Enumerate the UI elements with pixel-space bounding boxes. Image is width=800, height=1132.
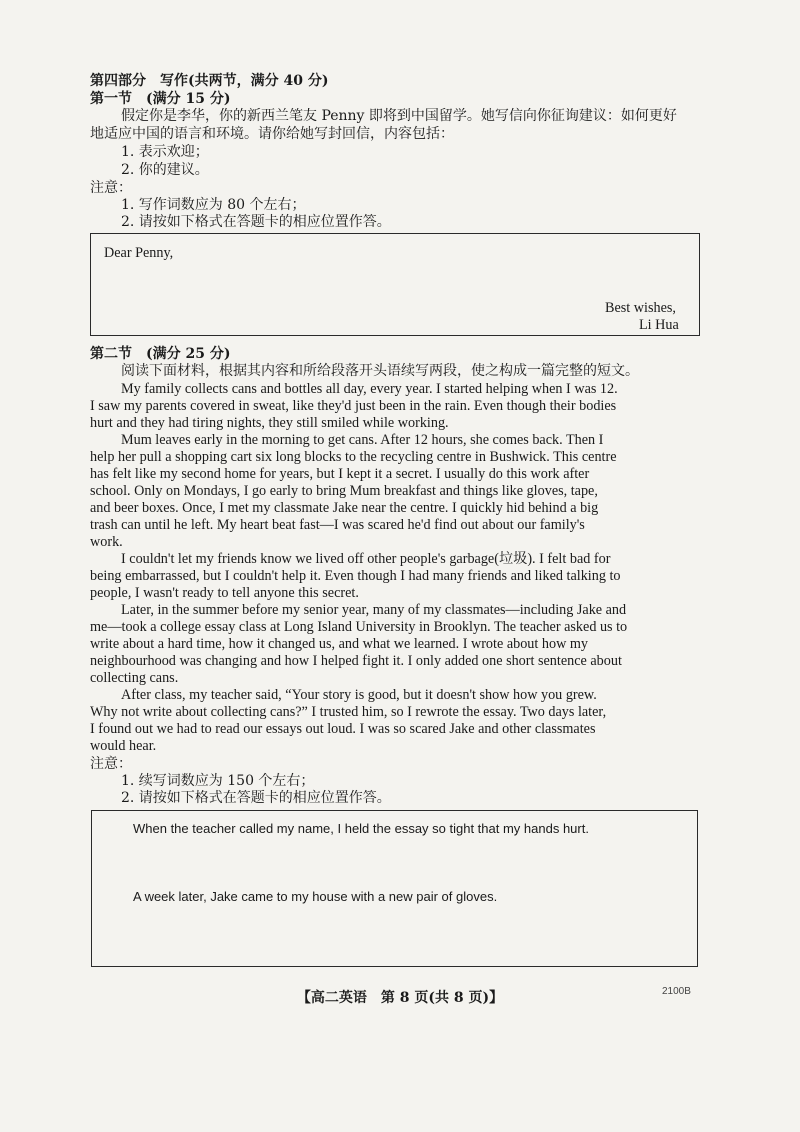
letter-answer-box[interactable] [90,233,700,336]
section2-notes-label: 注意： [90,756,132,772]
section2-note1: 1. 续写词数应为 150 个左右； [121,773,315,789]
section1-notes-label: 注意： [90,180,132,196]
section1-note1: 1. 写作词数应为 80 个左右； [121,197,306,213]
letter-greeting: Dear Penny, [104,245,174,261]
passage-line: I saw my parents covered in sweat, like they'd just been in the rain. Even though their bodies [90,398,617,414]
passage-line: Later, in the summer before my senior year, many of my classmates—including Jake and [121,602,627,618]
section1-prompt-line2: 地适应中国的语言和环境。请你给她写封回信，内容包括： [90,126,454,142]
passage-line: being embarrassed, but I couldn't help it. Even though I had many friends and liked talking to [90,568,621,584]
passage-line: Why not write about collecting cans?” I trusted him, so I rewrote the essay. Two days later, [90,704,607,720]
exam-code: 2100B [662,986,691,997]
section1-prompt-line1: 假定你是李华，你的新西兰笔友 Penny 即将到中国留学。她写信向你征询建议：如何更好 [121,108,677,124]
passage-line: Mum leaves early in the morning to get cans. After 12 hours, she comes back. Then I [121,432,604,448]
passage-line: collecting cans. [90,670,179,686]
part-heading: 第四部分 写作(共两节，满分 40 分) [90,73,329,89]
letter-signature: Li Hua [639,317,679,333]
passage-line: neighbourhood was changing and how I helped fight it. I only added one short sentence about [90,653,622,669]
section2-note2: 2. 请按如下格式在答题卡的相应位置作答。 [121,790,391,806]
passage-line: After class, my teacher said, “Your story is good, but it doesn't show how you grew. [121,687,597,703]
section1-note2: 2. 请按如下格式在答题卡的相应位置作答。 [121,214,391,230]
paragraph1-starter: When the teacher called my name, I held the essay so tight that my hands hurt. [133,821,589,836]
passage-line: school. Only on Mondays, I go early to bring Mum breakfast and things like gloves, tape, [90,483,598,499]
letter-closing: Best wishes, [605,300,676,316]
section1-heading: 第一节 (满分 15 分) [90,91,231,107]
section1-point2: 2. 你的建议。 [121,162,209,178]
passage-line: I couldn't let my friends know we lived off other people's garbage(垃圾). I felt bad for [121,551,611,567]
passage-line: has felt like my second home for years, but I kept it a secret. I usually do this work after [90,466,590,482]
passage-line: work. [90,534,123,550]
passage-line: people, I wasn't ready to tell anyone this secret. [90,585,359,601]
passage-line: me—took a college essay class at Long Island University in Brooklyn. The teacher asked us to [90,619,628,635]
passage-line: trash can until he left. My heart beat fast—I was scared he'd find out about our family's [90,517,585,533]
paragraph2-starter: A week later, Jake came to my house with a new pair of gloves. [133,889,498,904]
section2-instruction: 阅读下面材料，根据其内容和所给段落开头语续写两段，使之构成一篇完整的短文。 [121,363,639,379]
passage-line: I found out we had to read our essays out loud. I was so scared Jake and other classmates [90,721,596,737]
section2-heading: 第二节 (满分 25 分) [90,346,231,362]
passage-line: write about a hard time, how it changed us, and what we learned. I wrote about how my [90,636,588,652]
passage-line: would hear. [90,738,157,754]
passage-line: help her pull a shopping cart six long blocks to the recycling centre in Bushwick. This centre [90,449,617,465]
passage-line: My family collects cans and bottles all day, every year. I started helping when I was 12. [121,381,618,397]
passage-line: and beer boxes. Once, I met my classmate Jake near the centre. I quickly hid behind a big [90,500,599,516]
page-footer: 【高二英语 第 8 页(共 8 页)】 [296,990,504,1006]
section1-point1: 1. 表示欢迎； [121,144,209,160]
passage-line: hurt and they had tiring nights, they still smiled while working. [90,415,449,431]
